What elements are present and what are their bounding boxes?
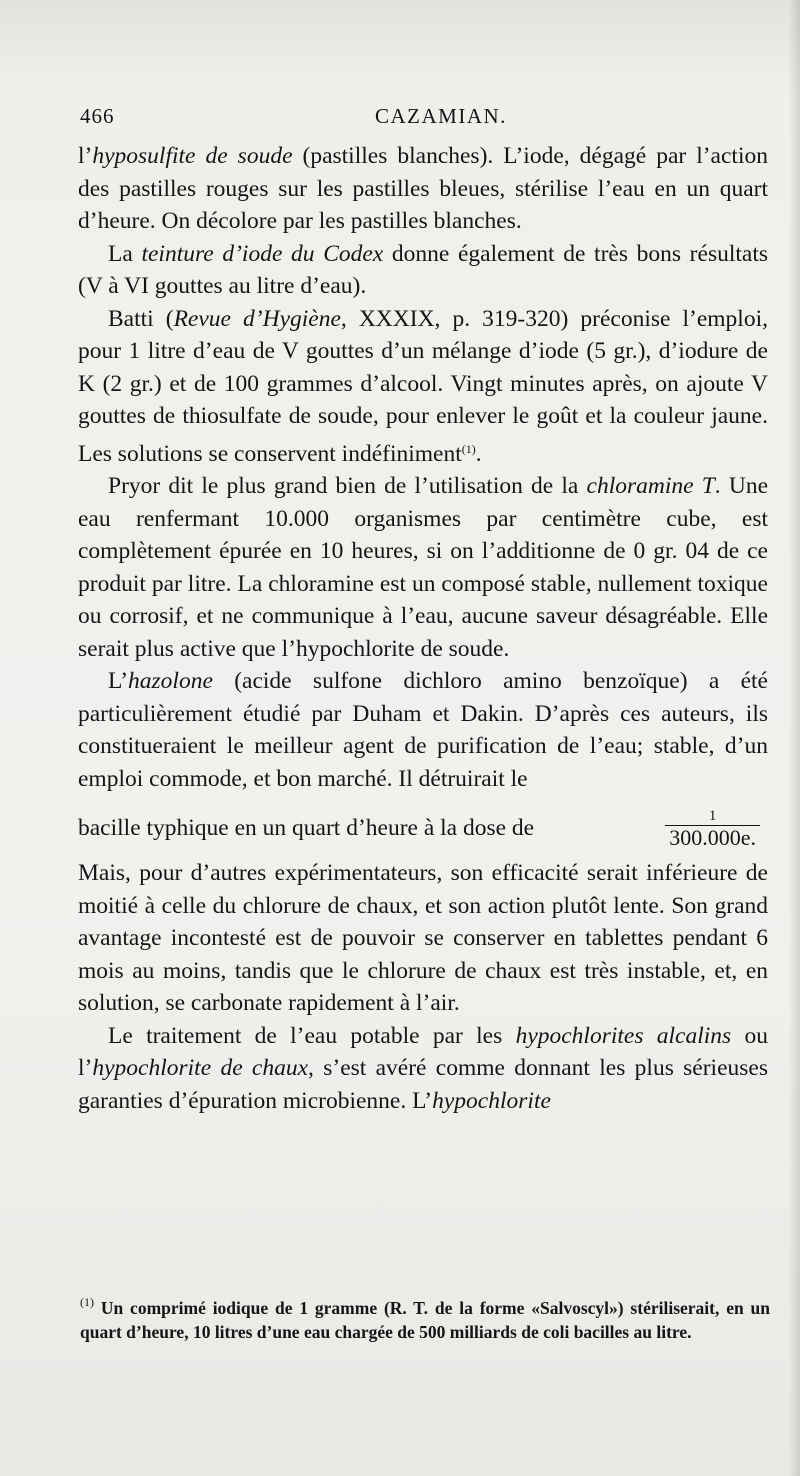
dose-fraction [665,807,760,850]
page-header [80,100,770,136]
text-run: Pryor dit le plus grand bien de l’utilisation de la [108,473,587,499]
text-run: (acide sulfone dichloro amino benzoïque) a été particulièrement étudié par Duham et Dakin. D’après ces auteurs, ils constitueraient le meilleur agent de purification de l’eau; stable, d’un emploi commode, et bon marché. Il détruirait le [78,668,768,792]
footnote-reference: (1) [461,441,476,456]
italic-term: hypochlorite [432,1087,551,1114]
italic-term: hypochlorite de chaux [92,1055,309,1081]
paragraph [78,665,768,795]
text-run: (pastilles blanches). L’iode, dégagé par l’action des pastilles rouges sur les pastilles bleues, stérilise l’eau en un quart d’heure. On décolore par les pastilles blanches. [78,143,768,234]
text-run: Batti ( [108,305,174,332]
text-run: ou l’ [78,1022,768,1081]
text-run: L’ [108,668,129,694]
text-run: La [108,240,142,267]
italic-term: chloramine T [586,473,715,499]
text-run: Le traitement de l’eau potable par les [108,1022,516,1049]
text-run: , s’est avéré comme donnant les plus sérieuses garanties d’épuration microbienne. L’ [78,1055,768,1114]
fraction-numerator: 1 [708,807,717,824]
dose-formula-line [78,799,768,857]
fraction-denominator: 300.000e. [665,825,760,850]
italic-term: hazolone [128,668,213,694]
italic-term: hypochlorites alcalins [515,1022,732,1049]
italic-term: Revue d’Hygiène [173,305,341,332]
italic-term: hyposulfite de soude [92,143,293,169]
paragraph [78,470,768,665]
text-run: . Une eau renfermant 10.000 organismes par centimètre cube, est complètement épurée en 10 heures, si on l’additionne de 0 gr. 04 de ce produit par litre. La chloramine est un composé stable, nullement toxique ou corrosif, et ne communique à l’eau, aucune saveur désagréable. Elle serait plus active que l’hypochlorite de soude. [78,473,768,662]
dose-formula-text: bacille typhique en un quart d’heure à la dose de [78,814,535,841]
paragraphs-before-formula [78,140,768,795]
paragraph [78,857,768,1020]
text-run: donne également de très bons résultats (V à VI gouttes au litre d’eau). [78,240,769,299]
body-text [78,140,768,1117]
italic-term: teinture d’iode du Codex [141,240,384,267]
footnote [80,1290,770,1344]
paragraphs-after-formula [78,857,768,1117]
paragraph [78,303,768,471]
page-number: 466 [80,104,115,128]
running-head: CAZAMIAN. [375,104,507,128]
text-run: , XXXIX, p. 319-320) préconise l’emploi, pour 1 litre d’eau de V gouttes d’un mélange d’iode (5 gr.), d’iodure de K (2 gr.) et de 100 grammes d’alcool. Vingt minutes après, on ajoute V gouttes de thiosulfate de soude, pour enlever le goût et la couleur jaune. Les solutions se conservent indéfiniment [78,305,768,467]
footnote-text: Un comprimé iodique de 1 gramme (R. T. de la forme «Salvoscyl») stériliserait, en un quart d’heure, 10 litres d’une eau chargée de 500 milliards de coli bacilles au litre. [80,1298,770,1342]
text-run: Mais, pour d’autres expérimentateurs, son efficacité serait inférieure de moitié à celle du chlorure de chaux, et son action plutôt lente. Son grand avantage incontesté est de pouvoir se conserver en tablettes pendant 6 mois au moins, tandis que le chlorure de chaux est très instable, et, en solution, se carbonate rapidement à l’air. [78,860,768,1016]
page-edge-shadow [788,0,800,1476]
text-run: . [475,440,482,467]
footnote-marker: (1) [80,1295,94,1309]
paragraph [78,140,768,238]
paragraph [78,238,768,303]
text-run: l’ [78,143,93,169]
paragraph [78,1020,768,1118]
